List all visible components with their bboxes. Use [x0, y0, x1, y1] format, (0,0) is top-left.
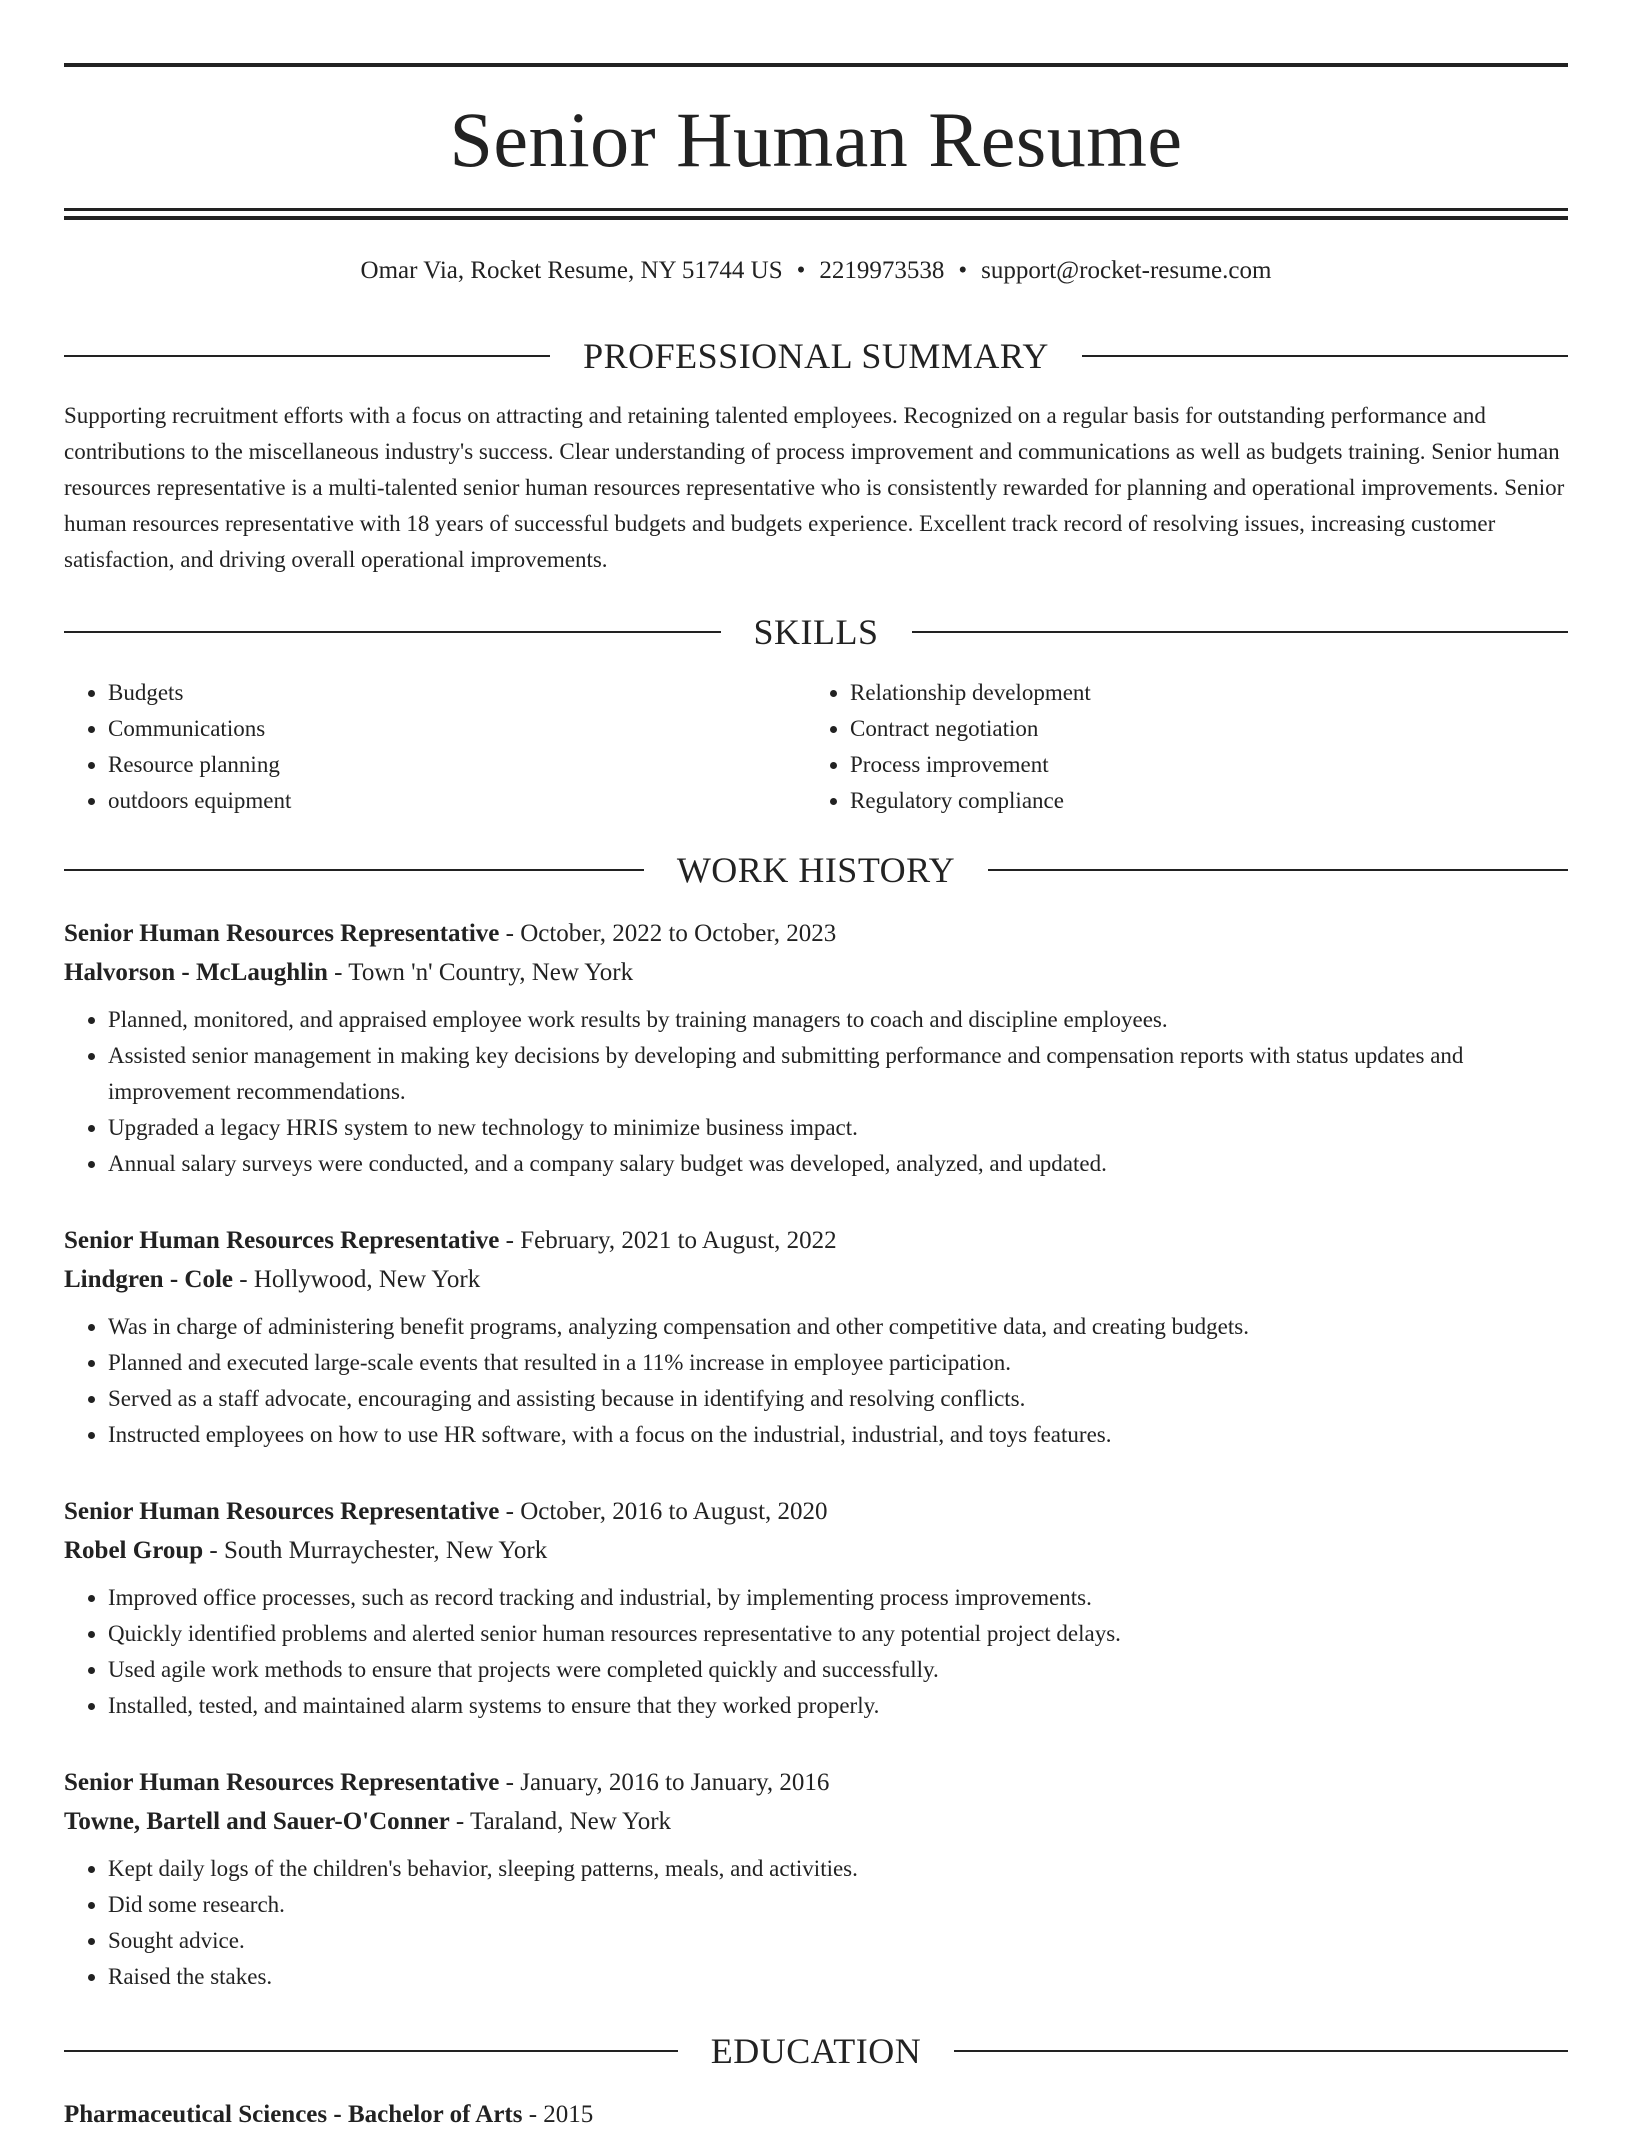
job-title-line — [64, 1492, 1568, 1531]
job-bullet: • Assisted senior management in making key decisions by developing and submitting performance and compensation reports with status updates and improvement recommendations. — [108, 1038, 1568, 1110]
skills-list — [64, 675, 1568, 819]
job-location: - Town 'n' Country, New York — [327, 959, 634, 986]
job-title: Senior Human Resources Representative — [64, 1769, 500, 1796]
job-bullet: • Planned and executed large-scale events that resulted in a 11% increase in employee participation. — [108, 1345, 1568, 1381]
section-heading-skills — [64, 610, 1568, 654]
header-rule-double-lower — [64, 216, 1568, 220]
job-company-line — [64, 1260, 1568, 1299]
contact-address: Omar Via, Rocket Resume, NY 51744 US — [360, 257, 783, 284]
job-bullet: • Annual salary surveys were conducted, and a company salary budget was developed, analyzed, and updated. — [108, 1146, 1568, 1182]
job-dates: - October, 2022 to October, 2023 — [499, 920, 837, 947]
job-title-line — [64, 1221, 1568, 1260]
job-title: Senior Human Resources Representative — [64, 920, 500, 947]
contact-separator: • — [796, 257, 806, 284]
job-bullet: • Quickly identified problems and alerted senior human resources representative to any potential project delays. — [108, 1616, 1568, 1652]
heading-rule — [912, 631, 1569, 633]
section-heading-work-history — [64, 848, 1568, 892]
contact-email: support@rocket-resume.com — [981, 257, 1272, 284]
contact-line — [64, 253, 1568, 289]
section-heading-education — [64, 2029, 1568, 2073]
job-entry — [64, 1221, 1568, 1453]
job-bullet: • Planned, monitored, and appraised employee work results by training managers to coach and discipline employees. — [108, 1002, 1568, 1038]
job-bullets — [64, 1580, 1568, 1724]
job-bullets — [64, 1851, 1568, 1995]
skill-item: • Contract negotiation — [850, 711, 1548, 747]
education-year: 2015 — [543, 2101, 594, 2128]
job-bullets — [64, 1002, 1568, 1182]
heading-rule — [1082, 355, 1568, 357]
section-title: WORK HISTORY — [676, 850, 956, 890]
header-rule-double-upper — [64, 208, 1568, 211]
education-separator: - — [522, 2101, 544, 2128]
job-dates: - January, 2016 to January, 2016 — [499, 1769, 830, 1796]
job-title-line — [64, 1763, 1568, 1802]
job-location: - Hollywood, New York — [233, 1266, 481, 1293]
education-field: Pharmaceutical Sciences — [64, 2101, 328, 2128]
job-bullet: • Improved office processes, such as record tracking and industrial, by implementing process improvements. — [108, 1580, 1568, 1616]
job-location: - Taraland, New York — [449, 1808, 672, 1835]
section-title: EDUCATION — [710, 2031, 922, 2071]
job-entry — [64, 1763, 1568, 1995]
skill-item: • Resource planning — [108, 747, 806, 783]
job-bullet: • Upgraded a legacy HRIS system to new technology to minimize business impact. — [108, 1110, 1568, 1146]
header-rule-top — [64, 63, 1568, 67]
skill-item: • Budgets — [108, 675, 806, 711]
job-bullet: • Instructed employees on how to use HR software, with a focus on the industrial, industrial, and toys features. — [108, 1417, 1568, 1453]
contact-phone: 2219973538 — [819, 257, 945, 284]
job-bullets — [64, 1309, 1568, 1453]
skills-column-left — [64, 675, 806, 819]
skill-item: • Process improvement — [850, 747, 1548, 783]
job-bullet: • Raised the stakes. — [108, 1959, 1568, 1995]
heading-rule — [64, 2050, 678, 2052]
job-title: Senior Human Resources Representative — [64, 1498, 500, 1525]
job-dates: - October, 2016 to August, 2020 — [499, 1498, 828, 1525]
job-bullet: • Was in charge of administering benefit programs, analyzing compensation and other competitive data, and creating budgets. — [108, 1309, 1568, 1345]
job-bullet: • Did some research. — [108, 1887, 1568, 1923]
heading-rule — [64, 631, 721, 633]
section-title: SKILLS — [753, 612, 879, 652]
education-separator: - — [327, 2101, 348, 2128]
skill-item: • Regulatory compliance — [850, 783, 1548, 819]
education-entry — [64, 2095, 1568, 2134]
summary-text: Supporting recruitment efforts with a focus on attracting and retaining talented employees. Recognized on a regular basis for outstanding performance and contributions to the miscellaneous industry's success. Clear understanding of process improvement and communications as well as budgets training. Senior human resources representative is a multi-talented senior human resources representative who is consistently rewarded for planning and operational improvements. Senior human resources representative with 18 years of successful budgets and budgets experience. Excellent track record of resolving issues, increasing customer satisfaction, and driving overall operational improvements. — [64, 403, 1565, 572]
job-bullet: • Used agile work methods to ensure that projects were completed quickly and successfully. — [108, 1652, 1568, 1688]
job-company-line — [64, 1802, 1568, 1841]
job-location: - South Murraychester, New York — [203, 1537, 548, 1564]
heading-rule — [988, 869, 1568, 871]
job-title: Senior Human Resources Representative — [64, 1227, 500, 1254]
job-entry — [64, 914, 1568, 1182]
skill-item: • outdoors equipment — [108, 783, 806, 819]
section-title: PROFESSIONAL SUMMARY — [583, 336, 1049, 376]
resume-title: Senior Human Resume — [449, 96, 1183, 183]
job-title-line — [64, 914, 1568, 953]
job-company-line — [64, 953, 1568, 992]
skill-item: • Communications — [108, 711, 806, 747]
skill-item: • Relationship development — [850, 675, 1548, 711]
job-company-line — [64, 1531, 1568, 1570]
job-bullet: • Installed, tested, and maintained alarm systems to ensure that they worked properly. — [108, 1688, 1568, 1724]
job-entry — [64, 1492, 1568, 1724]
job-company: Robel Group — [64, 1537, 204, 1564]
job-bullet: • Served as a staff advocate, encouraging and assisting because in identifying and resolving conflicts. — [108, 1381, 1568, 1417]
education-degree: Bachelor of Arts — [347, 2101, 523, 2128]
job-company: Lindgren - Cole — [64, 1266, 233, 1293]
contact-separator: • — [958, 257, 968, 284]
heading-rule — [954, 2050, 1568, 2052]
job-company: Towne, Bartell and Sauer-O'Conner — [64, 1808, 450, 1835]
job-dates: - February, 2021 to August, 2022 — [499, 1227, 837, 1254]
heading-rule — [64, 869, 644, 871]
job-company: Halvorson - McLaughlin — [64, 959, 328, 986]
heading-rule — [64, 355, 550, 357]
section-heading-summary — [64, 334, 1568, 378]
job-bullet: • Kept daily logs of the children's behavior, sleeping patterns, meals, and activities. — [108, 1851, 1568, 1887]
job-bullet: • Sought advice. — [108, 1923, 1568, 1959]
skills-column-right — [806, 675, 1548, 819]
